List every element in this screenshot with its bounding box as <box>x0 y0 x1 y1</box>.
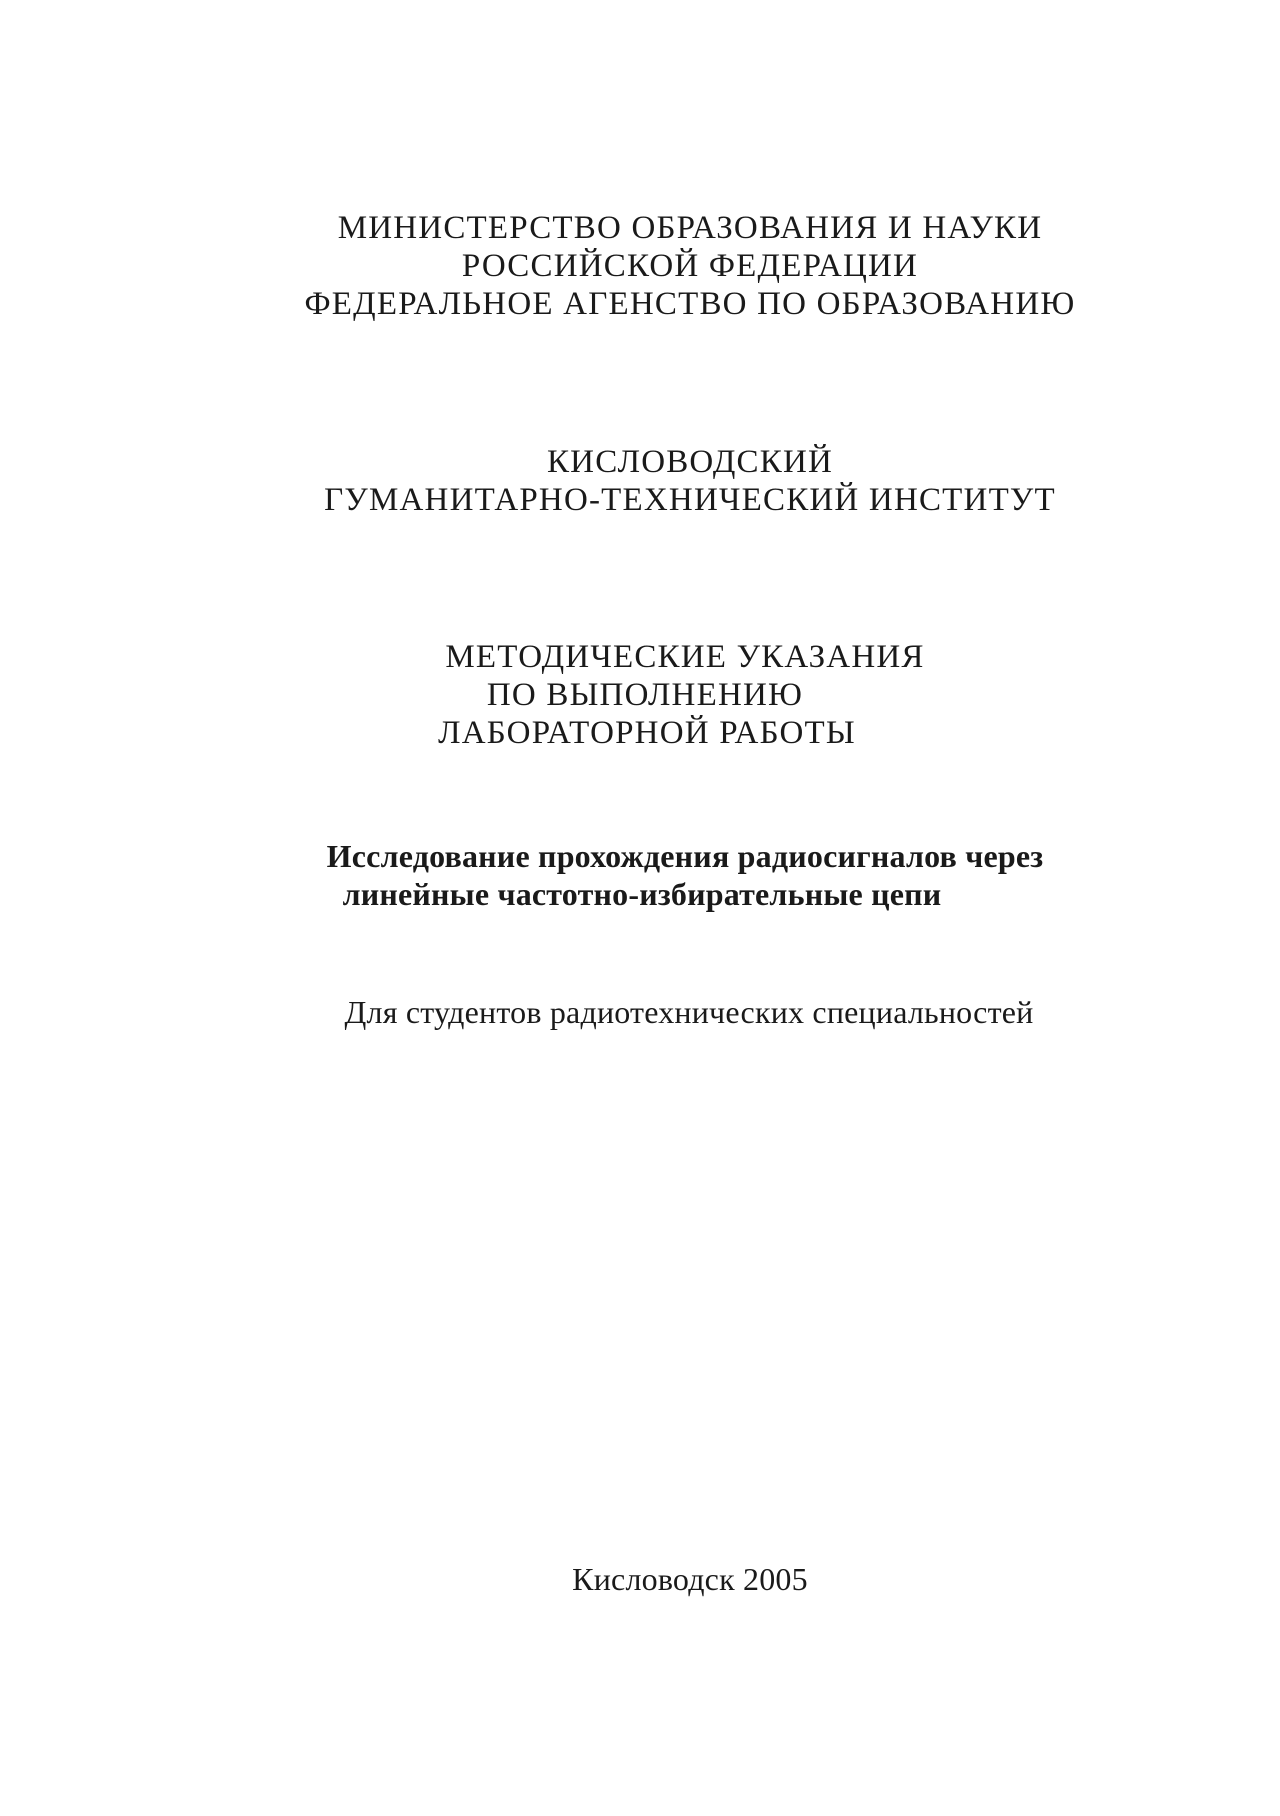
institute-line-2: ГУМАНИТАРНО-ТЕХНИЧЕСКИЙ ИНСТИТУТ <box>324 482 1056 518</box>
city-year: Кисловодск 2005 <box>572 1561 808 1597</box>
ministry-line-1: МИНИСТЕРСТВО ОБРАЗОВАНИЯ И НАУКИ <box>337 210 1043 246</box>
doc-type-line-3: ЛАБОРАТОРНОЙ РАБОТЫ <box>438 715 856 751</box>
institute-line-1: КИСЛОВОДСКИЙ <box>546 444 834 480</box>
ministry-line-3: ФЕДЕРАЛЬНОЕ АГЕНСТВО ПО ОБРАЗОВАНИЮ <box>304 286 1076 322</box>
doc-type-line-2: ПО ВЫПОЛНЕНИЮ <box>486 677 804 713</box>
ministry-line-2: РОССИЙСКОЙ ФЕДЕРАЦИИ <box>461 248 919 284</box>
title-line-2: линейные частотно-избирательные цепи <box>342 876 942 912</box>
doc-type-line-1: МЕТОДИЧЕСКИЕ УКАЗАНИЯ <box>445 639 925 675</box>
title-line-1: Исследование прохождения радиосигналов через <box>326 838 1044 874</box>
audience-text: Для студентов радиотехнических специальностей <box>344 994 1034 1030</box>
